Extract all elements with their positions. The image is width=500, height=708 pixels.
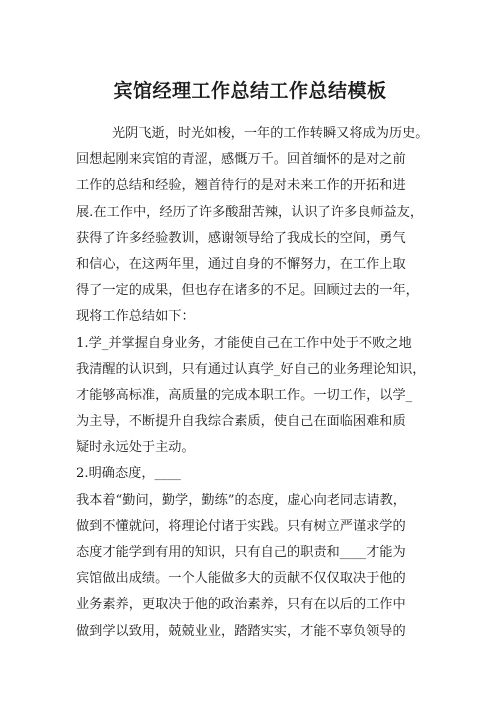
paragraph-line: 态度才能学到有用的知识，只有自己的职责和____才能为 (76, 545, 406, 560)
paragraph-line: 为主导，不断提升自我综合素质，使自己在面临困难和质 (76, 414, 406, 430)
paragraph-line: 和信心，在这两年里，通过自身的不懈努力，在工作上取 (76, 256, 406, 272)
paragraph-line: 得了一定的成果，但也存在诸多的不足。回顾过去的一年， (76, 283, 419, 299)
document-title: 宾馆经理工作总结工作总结模板 (113, 80, 387, 102)
paragraph-line: 业务素养，更取决于他的政治素养，只有在以后的工作中 (76, 597, 406, 613)
paragraph-line: 获得了许多经验教训，感谢领导给了我成长的空间，勇气 (76, 230, 406, 246)
paragraph-line: 我清醒的认识到，只有通过认真学_好自己的业务理论知识， (76, 361, 426, 377)
paragraph-line: 做到学以致用，兢兢业业，踏踏实实，才能不辜负领导的 (76, 623, 406, 639)
paragraph-line: 我本着“勤问，勤学，勤练”的态度，虚心向老同志请教， (76, 492, 406, 508)
paragraph-line: 才能够高标准，高质量的完成本职工作。一切工作，以学_ (76, 387, 413, 403)
paragraph-line: 宾馆做出成绩。一个人能做多大的贡献不仅仅取决于他的 (76, 571, 406, 587)
paragraph-line: 光阴飞逝，时光如梭，一年的工作转瞬又将成为历史。 (112, 126, 429, 141)
paragraph-line: 展.在工作中，经历了许多酸甜苦辣，认识了许多良师益友， (76, 204, 424, 220)
paragraph-line: 工作的总结和经验，翘首待行的是对未来工作的开拓和进 (76, 178, 406, 194)
section-heading-line: 2.明确态度，____ (76, 466, 181, 482)
paragraph-line: 做到不懂就问，将理论付诸于实践。只有树立严谨求学的 (76, 518, 406, 534)
paragraph-line: 回想起刚来宾馆的青涩，感慨万千。回首缅怀的是对之前 (76, 152, 406, 168)
section-heading-line: 1.学_并掌握自身业务，才能使自己在工作中处于不败之地 (76, 335, 412, 351)
paragraph-line: 现将工作总结如下： (76, 309, 195, 325)
paragraph-line: 疑时永远处于主动。 (76, 440, 195, 456)
document-body (76, 121, 456, 645)
